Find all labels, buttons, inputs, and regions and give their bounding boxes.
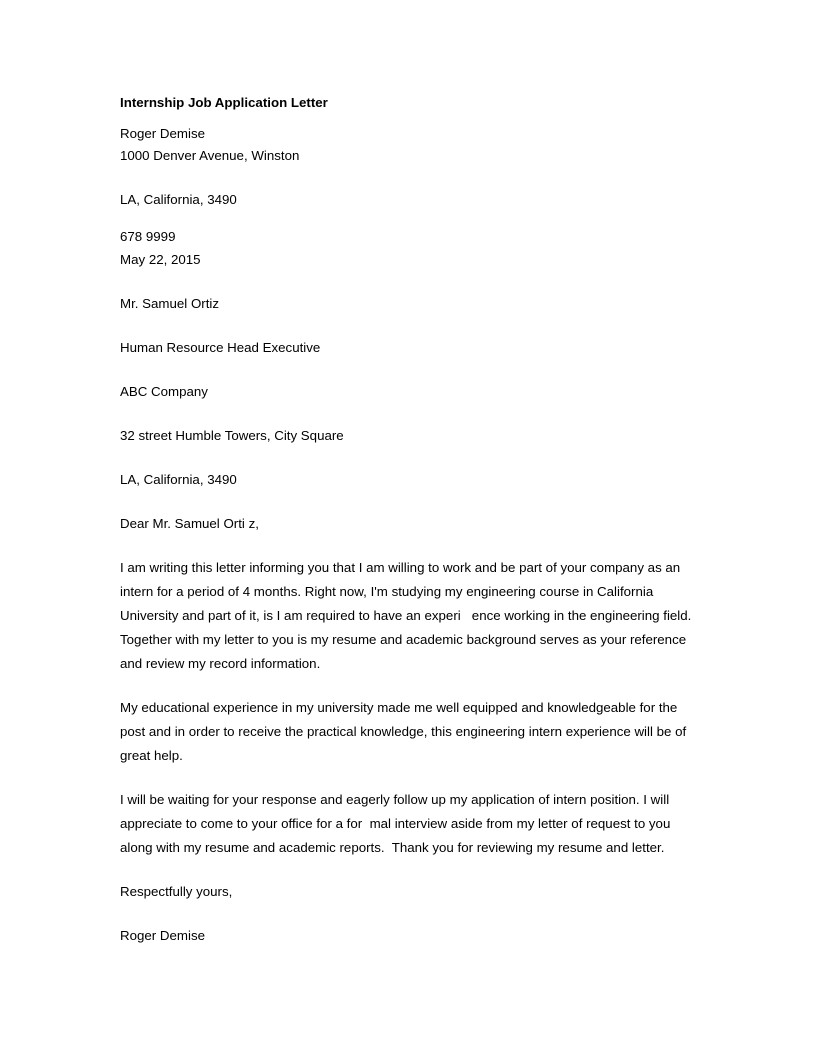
paragraph-line: University and part of it, is I am required to have an experi ence working in the engineering field.: [120, 608, 692, 623]
paragraph-line: I am writing this letter informing you that I am willing to work and be part of your company as an: [120, 560, 681, 575]
paragraph-line: appreciate to come to your office for a for mal interview aside from my letter of request to you: [120, 816, 671, 831]
paragraph-line: post and in order to receive the practical knowledge, this engineering intern experience will be of: [120, 724, 687, 739]
paragraph-line: Together with my letter to you is my resume and academic background serves as your reference: [120, 632, 687, 647]
signature-name: Roger Demise: [120, 928, 205, 943]
recipient-name: Mr. Samuel Ortiz: [120, 296, 220, 311]
closing: Respectfully yours,: [120, 884, 233, 899]
sender-name: Roger Demise: [120, 126, 205, 141]
body-paragraph-2: [120, 696, 700, 768]
sender-phone: 678 9999: [120, 229, 176, 244]
recipient-city: LA, California, 3490: [120, 472, 237, 487]
body-paragraph-1: [120, 556, 700, 676]
recipient-street: 32 street Humble Towers, City Square: [120, 428, 344, 443]
paragraph-line: along with my resume and academic reports. Thank you for reviewing my resume and letter.: [120, 840, 665, 855]
body-paragraph-3: [120, 788, 700, 860]
sender-city: LA, California, 3490: [120, 192, 237, 207]
paragraph-line: and review my record information.: [120, 656, 321, 671]
paragraph-line: I will be waiting for your response and eagerly follow up my application of intern position. I will: [120, 792, 670, 807]
letter-title: Internship Job Application Letter: [120, 95, 328, 110]
recipient-title: Human Resource Head Executive: [120, 340, 321, 355]
paragraph-line: My educational experience in my university made me well equipped and knowledgeable for the: [120, 700, 678, 715]
sender-street: 1000 Denver Avenue, Winston: [120, 148, 300, 163]
letter-date: May 22, 2015: [120, 252, 201, 267]
paragraph-line: great help.: [120, 748, 183, 763]
paragraph-line: intern for a period of 4 months. Right now, I'm studying my engineering course in California: [120, 584, 654, 599]
recipient-company: ABC Company: [120, 384, 208, 399]
salutation: Dear Mr. Samuel Orti z,: [120, 516, 259, 531]
